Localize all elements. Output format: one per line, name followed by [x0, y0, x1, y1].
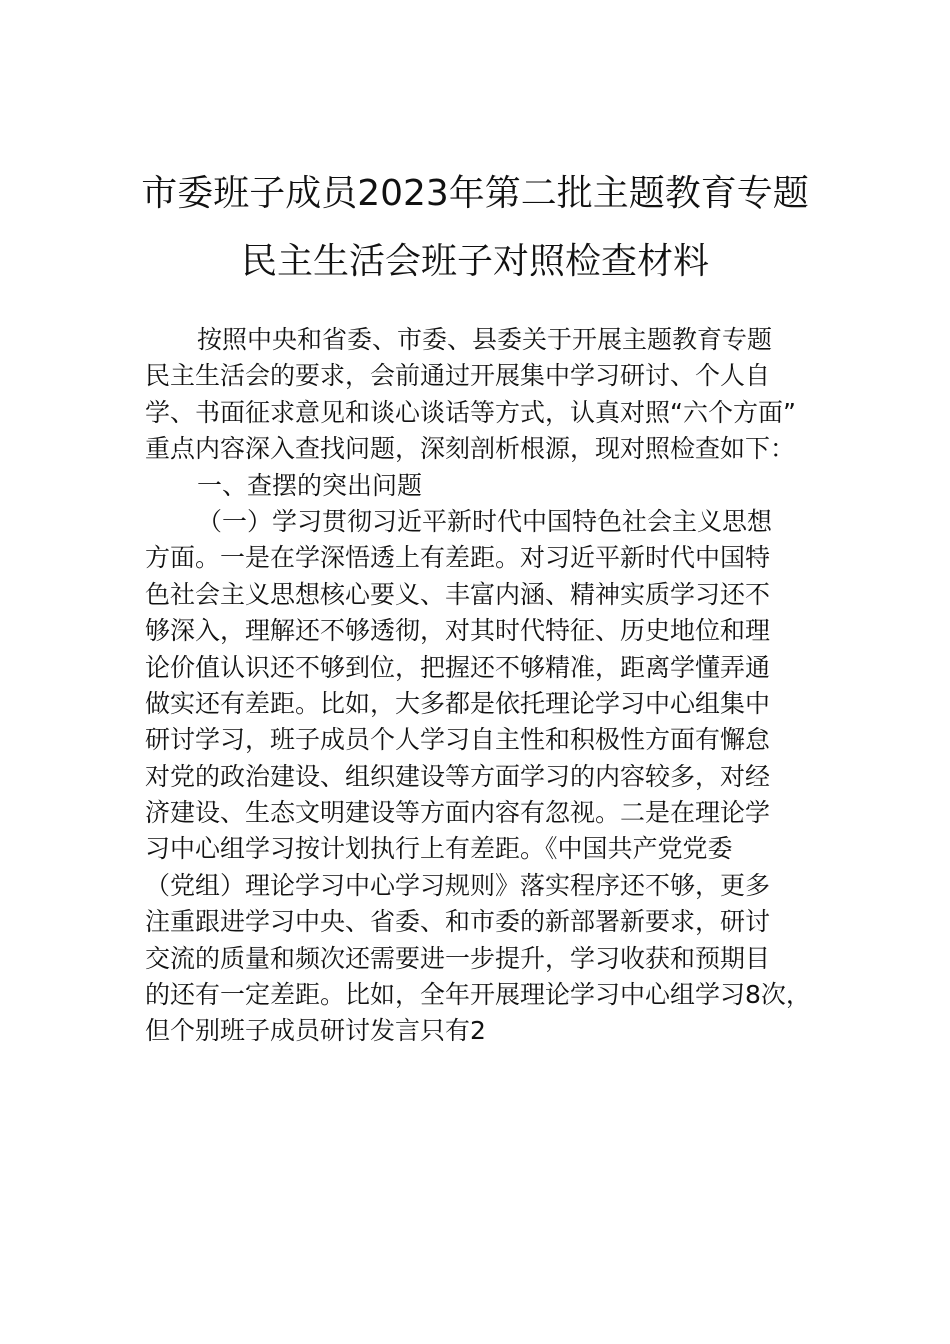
paragraph-line: 交流的质量和频次还需要进一步提升，学习收获和预期目 [145, 943, 771, 973]
document-body [145, 322, 810, 1050]
paragraph-line: 的还有一定差距。比如，全年开展理论学习中心组学习8次， [145, 980, 811, 1010]
paragraph-line: 但个别班子成员研讨发言只有2 [145, 1016, 486, 1046]
paragraph-line: 济建设、生态文明建设等方面内容有忽视。二是在理论学 [145, 798, 771, 828]
paragraph-line: （党组）理论学习中心学习规则》落实程序还不够，更多 [145, 870, 771, 900]
paragraph-line: 按照中央和省委、市委、县委关于开展主题教育专题 [197, 325, 773, 354]
paragraph-line: 够深入，理解还不够透彻，对其时代特征、历史地位和理 [145, 616, 771, 646]
paragraph-line: 研讨学习，班子成员个人学习自主性和积极性方面有懈怠 [145, 725, 771, 755]
paragraph-line: 学、书面征求意见和谈心谈话等方式，认真对照“六个方面” [145, 397, 796, 427]
section-heading: 一、查摆的突出问题 [197, 470, 423, 500]
paragraph-line: 习中心组学习按计划执行上有差距。《中国共产党党委 [145, 834, 733, 864]
paragraph-line: （一）学习贯彻习近平新时代中国特色社会主义思想 [197, 506, 773, 536]
paragraph-line: 民主生活会的要求，会前通过开展集中学习研讨、个人自 [145, 361, 771, 391]
paragraph-line: 论价值认识还不够到位，把握还不够精准，距离学懂弄通 [145, 652, 771, 682]
document-title [0, 160, 950, 296]
paragraph-line: 方面。一是在学深悟透上有差距。对习近平新时代中国特 [145, 543, 771, 573]
paragraph-line: 对党的政治建设、组织建设等方面学习的内容较多，对经 [145, 761, 771, 791]
paragraph-line: 色社会主义思想核心要义、丰富内涵、精神实质学习还不 [145, 579, 771, 609]
title-line-1: 市委班子成员2023年第二批主题教育专题 [141, 173, 809, 214]
paragraph-line: 注重跟进学习中央、省委、和市委的新部署新要求，研讨 [145, 907, 771, 937]
title-line-2: 民主生活会班子对照检查材料 [240, 241, 709, 282]
paragraph-line: 做实还有差距。比如，大多都是依托理论学习中心组集中 [145, 688, 771, 718]
paragraph-line: 重点内容深入查找问题，深刻剖析根源，现对照检查如下： [145, 434, 796, 464]
